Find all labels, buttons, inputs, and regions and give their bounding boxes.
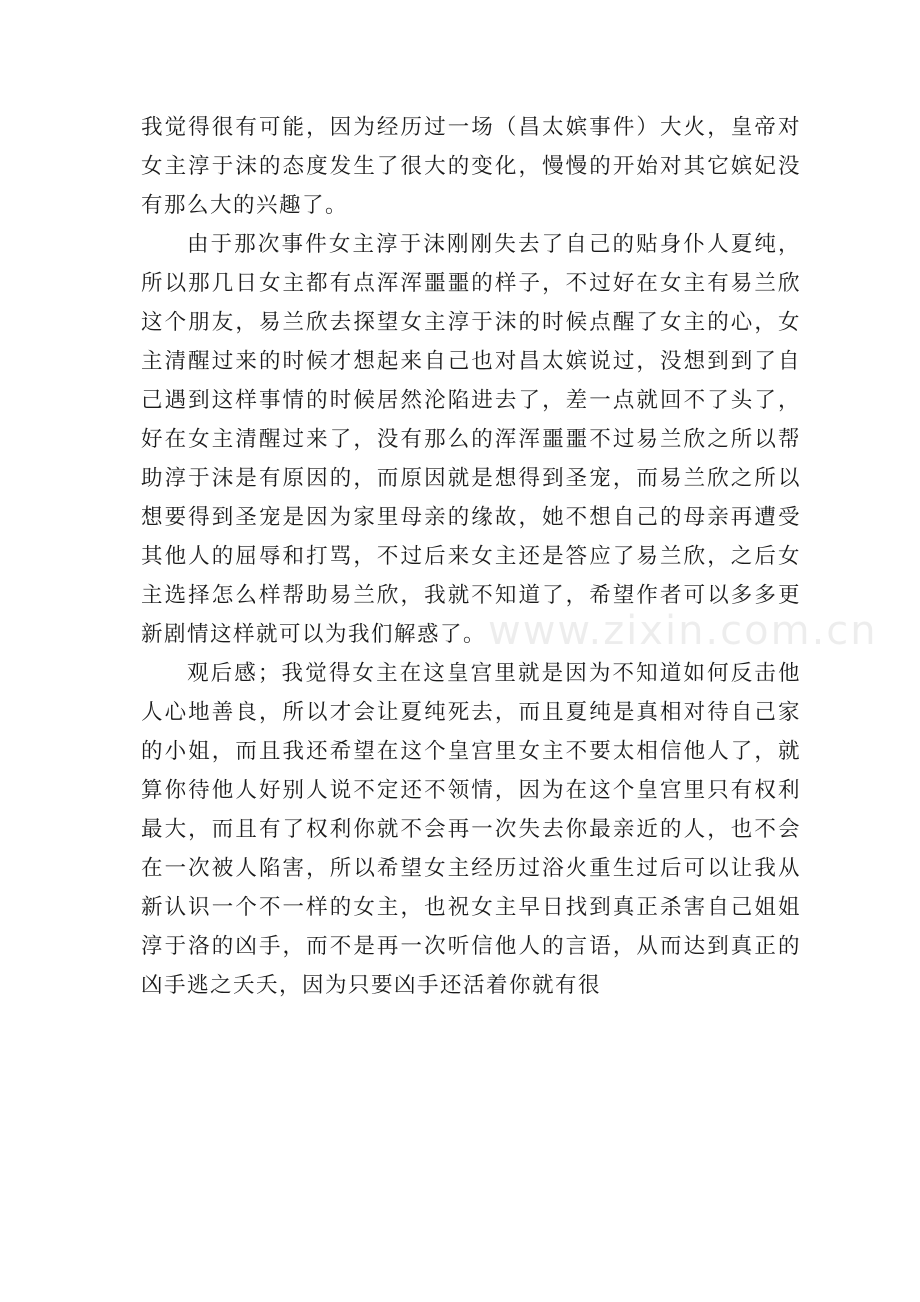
watermark: www.zixin.com.cn (488, 608, 878, 654)
document-body (141, 108, 801, 1005)
paragraph-3: 观后感；我觉得女主在这皇宫里就是因为不知道如何反击他人心地善良，所以才会让夏纯死去，而且夏纯是真相对待自己家的小姐，而且我还希望在这个皇宫里女主不要太相信他人了，就算你待他人好别人说不定还不领情，因为在这个皇宫里只有权利最大，而且有了权利你就不会再一次失去你最亲近的人，也不会在一次被人陷害，所以希望女主经历过浴火重生过后可以让我从新认识一个不一样的女主，也祝女主早日找到真正杀害自己姐姐淳于洛的凶手，而不是再一次听信他人的言语，从而达到真正的凶手逃之夭夭，因为只要凶手还活着你就有很 (141, 661, 801, 998)
paragraph-2: 由于那次事件女主淳于沫刚刚失去了自己的贴身仆人夏纯，所以那几日女主都有点浑浑噩噩的样子，不过好在女主有易兰欣这个朋友，易兰欣去探望女主淳于沫的时候点醒了女主的心，女主清醒过来的时候才想起来自己也对昌太嫔说过，没想到到了自己遇到这样事情的时候居然沦陷进去了，差一点就回不了头了，好在女主清醒过来了，没有那么的浑浑噩噩不过易兰欣之所以帮助淳于沫是有原因的，而原因就是想得到圣宠，而易兰欣之所以想要得到圣宠是因为家里母亲的缘故，她不想自己的母亲再遭受其他人的屈辱和打骂，不过后来女主还是答应了易兰欣，之后女主选择怎么样帮助易兰欣，我就不知道了，希望作者可以多多更新剧情这样就可以为我们解惑了。 (141, 232, 801, 647)
paragraph-1: 我觉得很有可能，因为经历过一场（昌太嫔事件）大火，皇帝对女主淳于沫的态度发生了很大的变化，慢慢的开始对其它嫔妃没有那么大的兴趣了。 (141, 115, 801, 218)
